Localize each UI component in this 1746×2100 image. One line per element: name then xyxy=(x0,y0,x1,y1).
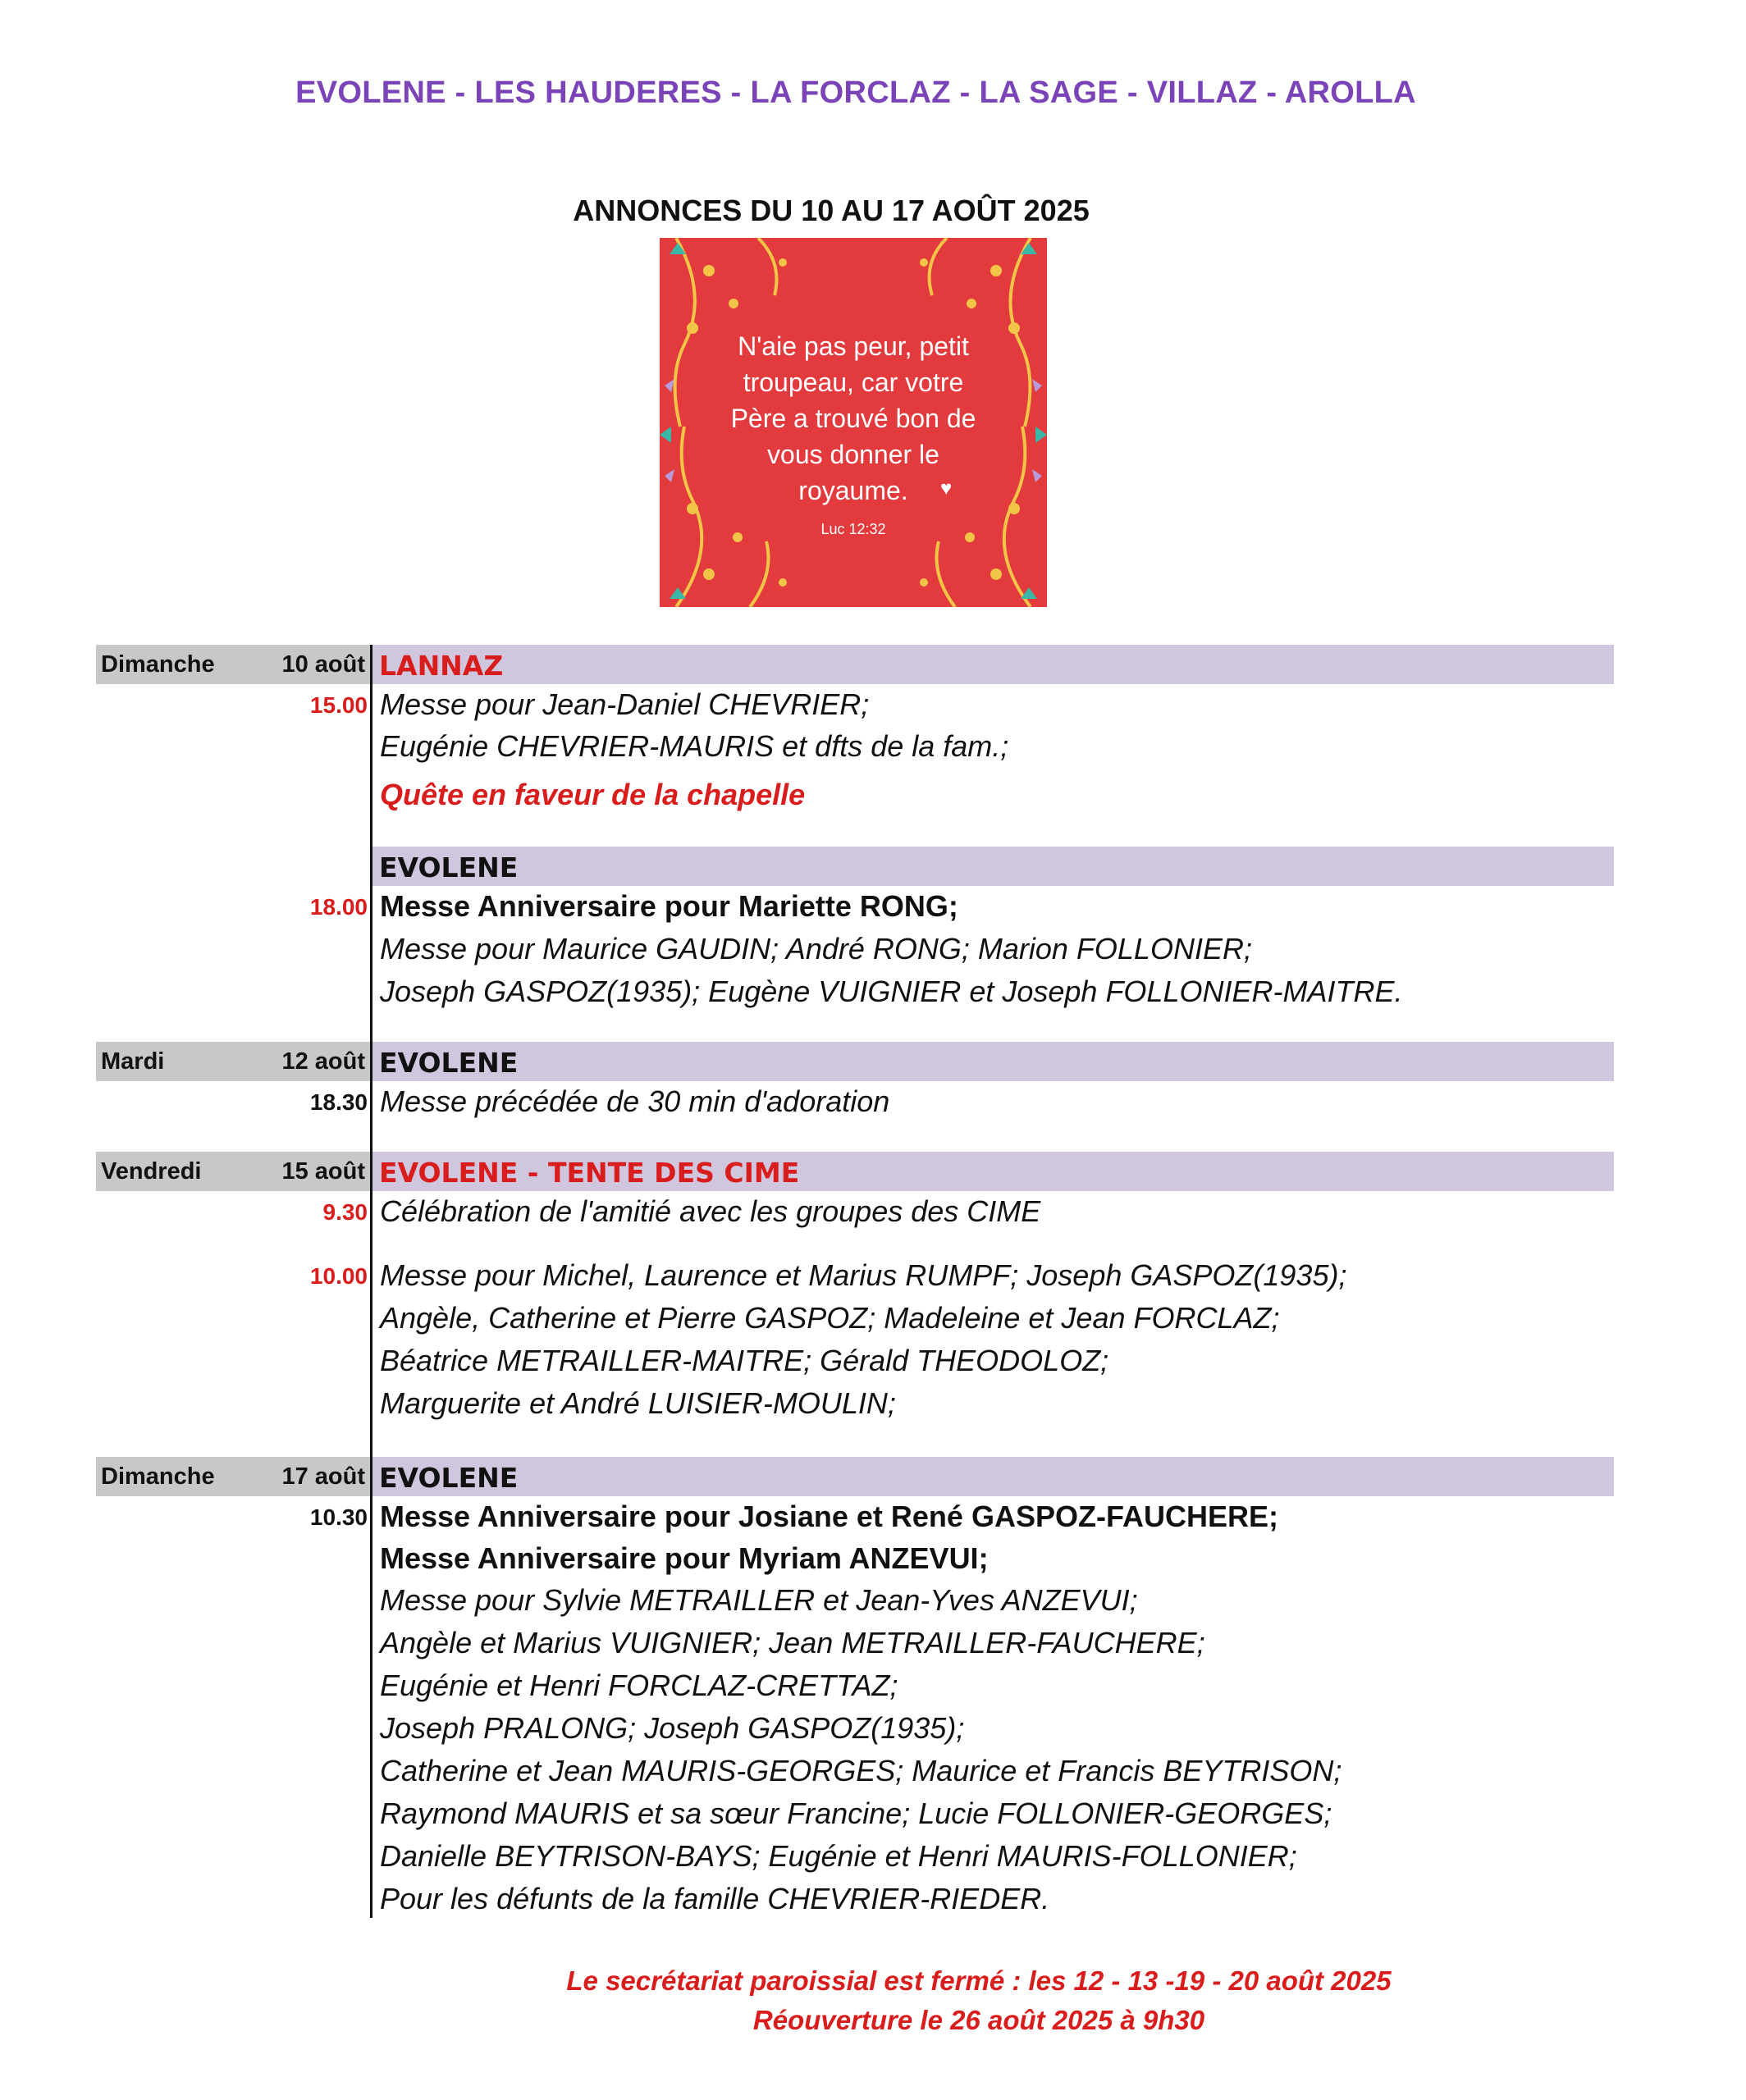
day-cell xyxy=(96,1042,370,1081)
day-header-row xyxy=(96,1457,1614,1496)
place-name: EVOLENE xyxy=(379,851,519,883)
page-title: ANNONCES DU 10 AU 17 AOÛT 2025 xyxy=(573,194,1090,227)
verse-reference: Luc 12:32 xyxy=(820,521,886,537)
day-name: Dimanche xyxy=(101,651,215,678)
verse-line: Père a trouvé bon de xyxy=(730,404,976,433)
place-header-row xyxy=(96,847,1614,886)
reopening-notice: Réouverture le 26 août 2025 à 9h30 xyxy=(752,2005,1205,2035)
intention-line: Eugénie et Henri FORCLAZ-CRETTAZ; xyxy=(380,1669,898,1702)
day-name: Vendredi xyxy=(101,1158,202,1185)
intention-line: Pour les défunts de la famille CHEVRIER-RIEDER. xyxy=(380,1882,1050,1915)
day-cell xyxy=(96,1152,370,1191)
service-time: 10.30 xyxy=(309,1504,368,1530)
heart-icon: ♥ xyxy=(940,477,953,500)
parishes-header: EVOLENE - LES HAUDERES - LA FORCLAZ - LA SAGE - VILLAZ - AROLLA xyxy=(295,75,1416,110)
anniversary-line: Messe Anniversaire pour Mariette RONG; xyxy=(380,889,958,923)
service-time: 10.00 xyxy=(309,1263,368,1289)
day-name: Mardi xyxy=(101,1048,165,1075)
verse-text xyxy=(692,328,1014,509)
place-cell xyxy=(373,1152,1614,1191)
intention-line: Messe précédée de 30 min d'adoration xyxy=(380,1084,890,1118)
place-name: EVOLENE xyxy=(379,1047,519,1079)
day-cell xyxy=(96,1457,370,1496)
service-time: 15.00 xyxy=(309,692,368,718)
service-time: 18.00 xyxy=(309,894,368,920)
day-header-row xyxy=(96,1042,1614,1081)
place-name: LANNAZ xyxy=(379,650,504,682)
day-date: 10 août xyxy=(281,651,365,678)
secretariat-closed-notice: Le secrétariat paroissial est fermé : les 12 - 13 -19 - 20 août 2025 xyxy=(566,1965,1392,1996)
place-cell xyxy=(373,1042,1614,1081)
verse-card xyxy=(660,238,1047,607)
anniversary-line: Messe Anniversaire pour Myriam ANZEVUI; xyxy=(380,1541,989,1575)
day-header-row xyxy=(96,1152,1614,1191)
intention-line: Béatrice METRAILLER-MAITRE; Gérald THEODOLOZ; xyxy=(380,1344,1109,1377)
verse-line: N'aie pas peur, petit xyxy=(738,331,969,361)
intention-line: Eugénie CHEVRIER-MAURIS et dfts de la fam.; xyxy=(380,729,1009,763)
verse-line: royaume. xyxy=(798,476,908,505)
intention-line: Angèle et Marius VUIGNIER; Jean METRAILLER-FAUCHERE; xyxy=(380,1626,1205,1659)
intention-line: Danielle BEYTRISON-BAYS; Eugénie et Henri MAURIS-FOLLONIER; xyxy=(380,1839,1297,1873)
anniversary-line: Messe Anniversaire pour Josiane et René GASPOZ-FAUCHERE; xyxy=(380,1500,1278,1533)
verse-line: troupeau, car votre xyxy=(743,368,964,397)
day-header-row xyxy=(96,645,1614,684)
verse-line: vous donner le xyxy=(767,440,939,469)
service-time: 9.30 xyxy=(322,1199,368,1225)
day-date: 15 août xyxy=(281,1158,365,1185)
day-date: 12 août xyxy=(281,1048,365,1075)
day-name: Dimanche xyxy=(101,1463,215,1490)
intention-line: Angèle, Catherine et Pierre GASPOZ; Madeleine et Jean FORCLAZ; xyxy=(380,1301,1280,1335)
place-name: EVOLENE xyxy=(379,1462,519,1494)
place-cell xyxy=(373,645,1614,684)
place-cell xyxy=(373,1457,1614,1496)
schedule-table xyxy=(96,645,1614,1918)
collection-note: Quête en faveur de la chapelle xyxy=(380,778,806,811)
intention-line: Raymond MAURIS et sa sœur Francine; Lucie FOLLONIER-GEORGES; xyxy=(380,1796,1332,1830)
intention-line: Célébration de l'amitié avec les groupes des CIME xyxy=(380,1194,1041,1228)
intention-line: Catherine et Jean MAURIS-GEORGES; Maurice et Francis BEYTRISON; xyxy=(380,1754,1342,1787)
column-divider xyxy=(370,645,373,1918)
place-cell xyxy=(373,847,1614,886)
intention-line: Messe pour Sylvie METRAILLER et Jean-Yves ANZEVUI; xyxy=(380,1583,1138,1617)
intention-line: Messe pour Jean-Daniel CHEVRIER; xyxy=(380,687,870,721)
intention-line: Messe pour Michel, Laurence et Marius RUMPF; Joseph GASPOZ(1935); xyxy=(380,1258,1347,1292)
intention-line: Messe pour Maurice GAUDIN; André RONG; Marion FOLLONIER; xyxy=(380,932,1252,966)
intention-line: Joseph GASPOZ(1935); Eugène VUIGNIER et Joseph FOLLONIER-MAITRE. xyxy=(380,975,1403,1008)
service-time: 18.30 xyxy=(309,1089,368,1115)
intention-line: Joseph PRALONG; Joseph GASPOZ(1935); xyxy=(380,1711,965,1745)
day-date: 17 août xyxy=(281,1463,365,1490)
intention-line: Marguerite et André LUISIER-MOULIN; xyxy=(380,1386,896,1420)
day-cell xyxy=(96,645,370,684)
place-name: EVOLENE - TENTE DES CIME xyxy=(379,1157,800,1189)
